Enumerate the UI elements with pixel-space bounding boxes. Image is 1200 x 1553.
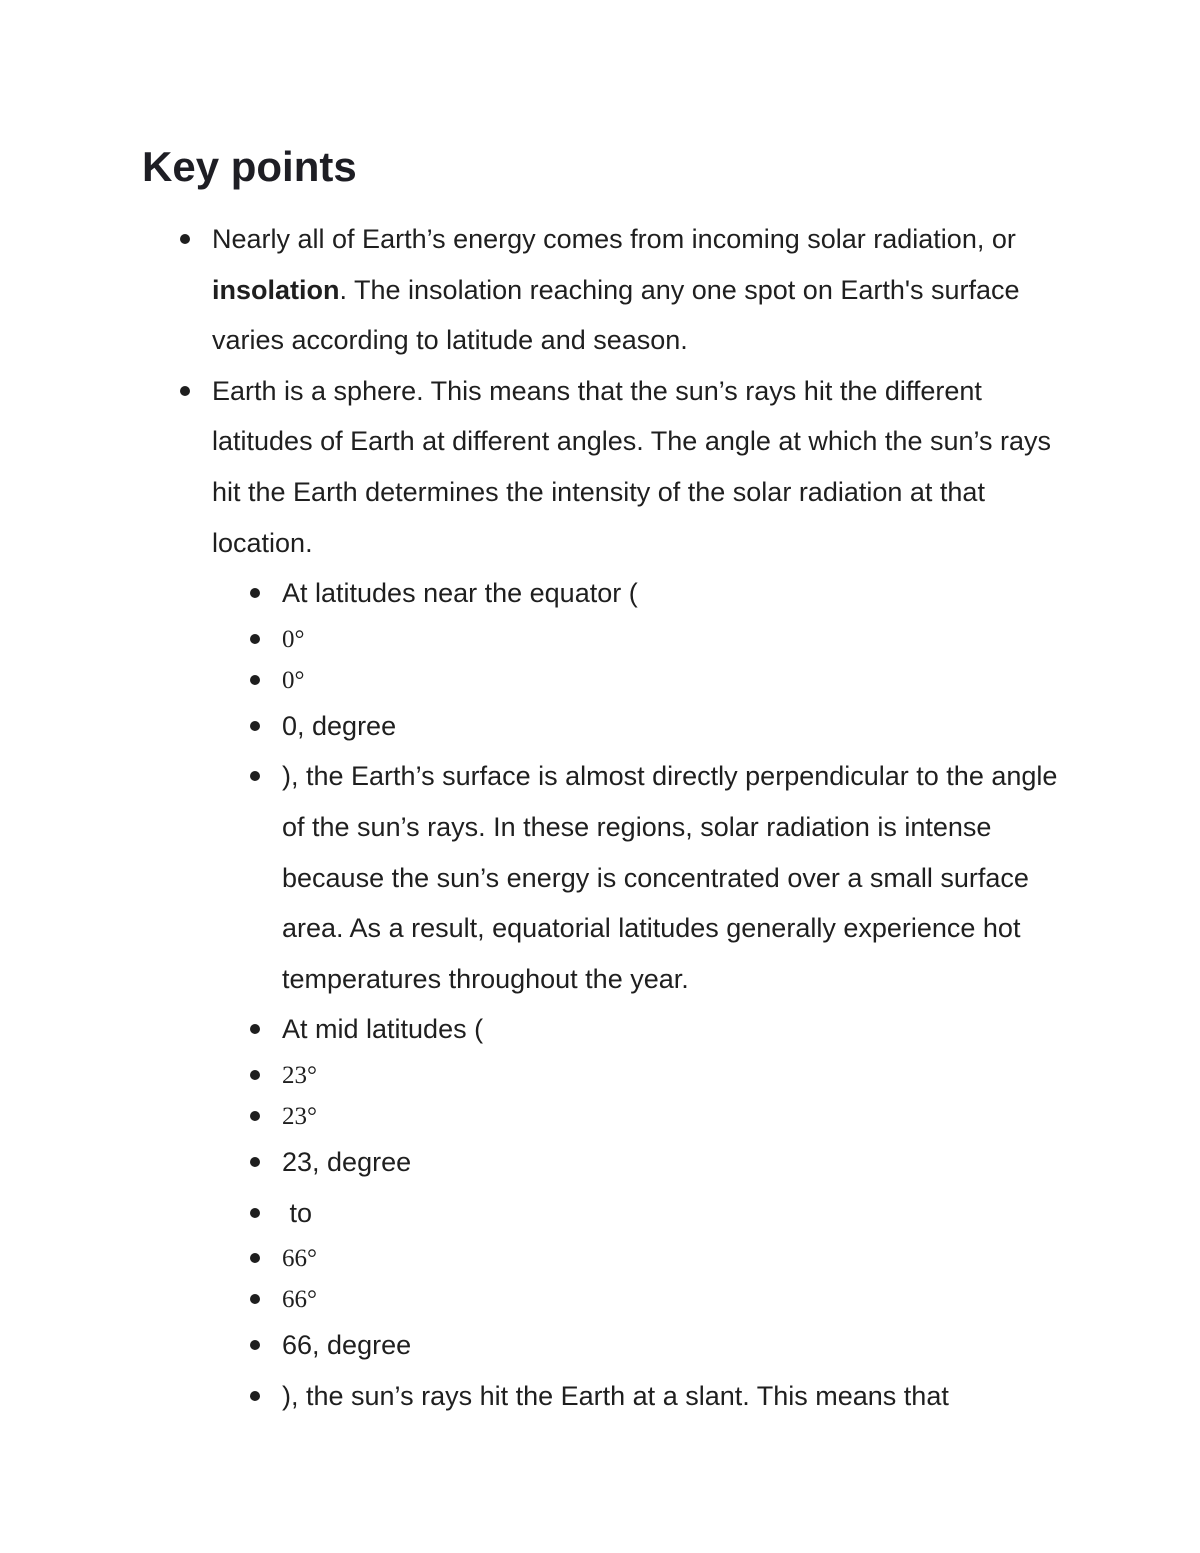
bullet-icon (180, 386, 190, 396)
page-heading: Key points (142, 143, 357, 190)
sub-list-item: 23° (282, 1096, 1072, 1137)
sub-list-item: 66° (282, 1238, 1072, 1279)
list-item (212, 214, 1072, 366)
bullet-icon (250, 1294, 260, 1304)
bullet-icon (250, 1111, 260, 1121)
sub-list-item: 0° (282, 660, 1072, 701)
bullet-icon (180, 234, 190, 244)
bullet-icon (250, 1024, 260, 1034)
sub-list-item: ), the sun’s rays hit the Earth at a slant. This means that (282, 1371, 1072, 1422)
bullet-icon (250, 1340, 260, 1350)
bullet-icon (250, 588, 260, 598)
bullet-icon (250, 1070, 260, 1080)
bullet-icon (250, 675, 260, 685)
bullet-icon (250, 1253, 260, 1263)
sub-list-item: At latitudes near the equator ( (282, 568, 1072, 619)
sub-list-item: ), the Earth’s surface is almost directly perpendicular to the angle of the sun’s rays. In these regions, solar radiation is intense because the sun’s energy is concentrated over a small surface area. As a result, equatorial latitudes generally experience hot temperatures throughout the year. (282, 751, 1072, 1004)
sub-list-item: 66, degree (282, 1320, 1072, 1371)
sub-list-item: to (282, 1188, 1072, 1239)
bullet-icon (250, 771, 260, 781)
key-points-list (212, 214, 1072, 1421)
bullet-icon (250, 1391, 260, 1401)
bullet-icon (250, 1208, 260, 1218)
sub-list-item: 0° (282, 619, 1072, 660)
sub-list (282, 568, 1072, 1421)
bullet-icon (250, 721, 260, 731)
sub-list-item: 0, degree (282, 701, 1072, 752)
bullet-icon (250, 1157, 260, 1167)
list-item (212, 366, 1072, 1422)
bold-term: insolation (212, 274, 340, 305)
sub-list-item: 66° (282, 1279, 1072, 1320)
list-item-text: Nearly all of Earth’s energy comes from incoming solar radiation, or insolation. The insolation reaching any one spot on Earth's surface varies according to latitude and season. (212, 224, 1020, 356)
sub-list-item: 23, degree (282, 1137, 1072, 1188)
list-item-text: Earth is a sphere. This means that the sun’s rays hit the different latitudes of Earth at different angles. The angle at which the sun’s rays hit the Earth determines the intensity of the solar radiation at that location. (212, 375, 1052, 558)
sub-list-item: 23° (282, 1055, 1072, 1096)
bullet-icon (250, 634, 260, 644)
sub-list-item: At mid latitudes ( (282, 1004, 1072, 1055)
